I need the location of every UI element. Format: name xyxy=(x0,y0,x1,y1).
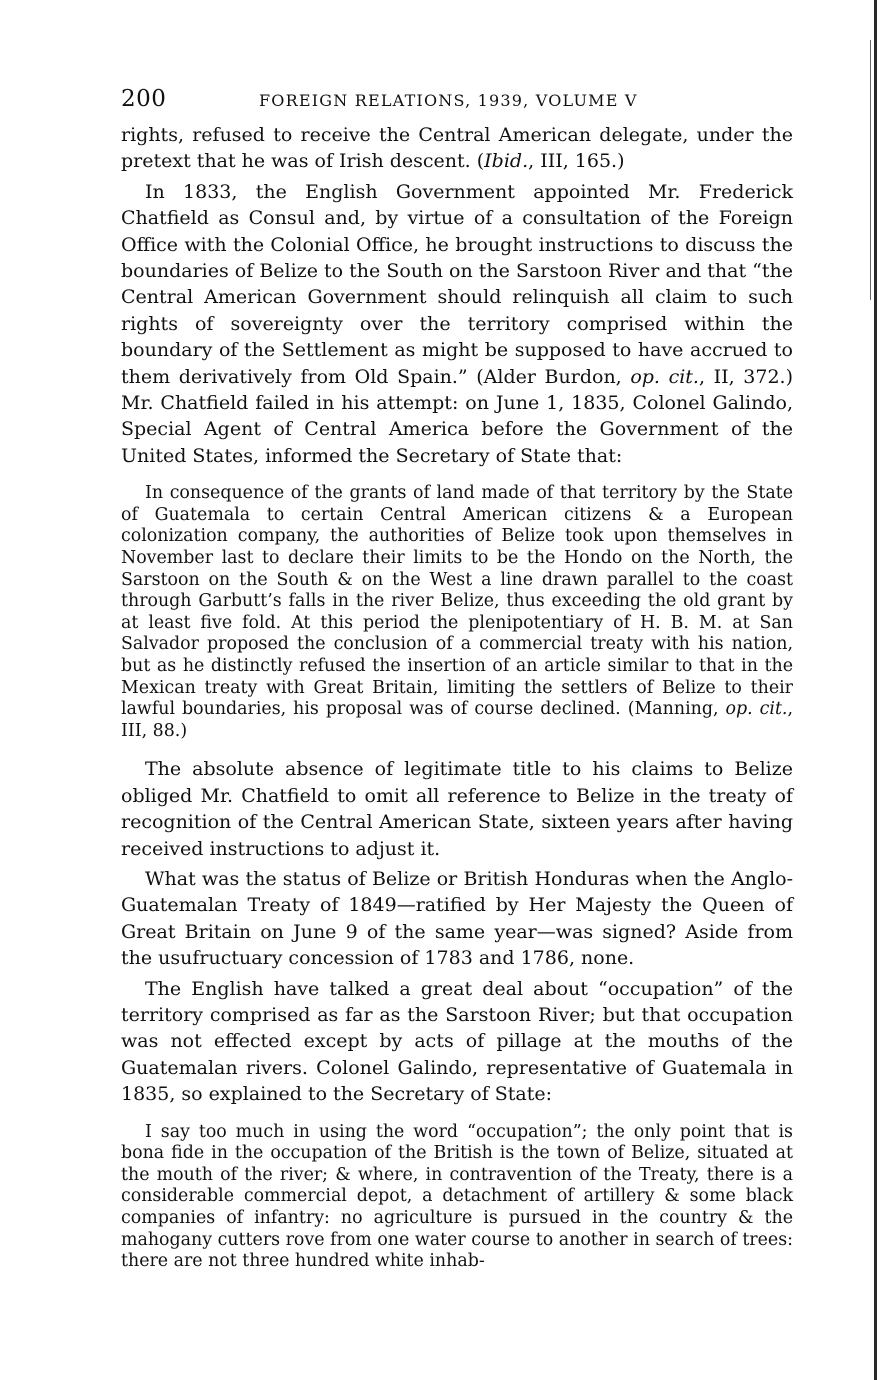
paragraph-1-citation: Ibid. xyxy=(484,150,529,173)
paragraph-1 xyxy=(121,122,793,175)
paragraph-2-citation: op. cit. xyxy=(630,365,699,388)
block-quote-1 xyxy=(121,483,793,742)
block-quote-1-text: In consequence of the grants of land made of that territory by the State of Guatemala to certain Central American citizens & a European colonization company, the authorities of Belize took upon themselves in November last to declare their limits to be the Hondo on the North, the Sarstoon on the South & on the West a line drawn parallel to the coast through Garbutt’s falls in the river Belize, thus exceeding the old grant by at least five fold. At this period the plenipotentiary of H. B. M. at San Salvador proposed the conclusion of a commercial treaty with his nation, but as he distinctly refused the insertion of an article similar to that in the Mexican treaty with Great Britain, limiting the settlers of Belize to their lawful boundaries, his proposal was of course declined. (Manning, xyxy=(121,483,793,720)
block-quote-2: I say too much in using the word “occupation”; the only point that is bona fide in the occupation of the British is the town of Belize, situated at the mouth of the river; & where, in contravention of the Treaty, there is a considerable commercial depot, a detachment of artillery & some black companies of infantry: no agriculture is pursued in the country & the mahogany cutters rove from one water course to another in search of trees: there are not three hundred white inhab- xyxy=(121,1121,793,1272)
body-text-continued xyxy=(121,756,793,1107)
block-quote-1-citation: op. cit. xyxy=(725,699,788,720)
paragraph-1-text: rights, refused to receive the Central American delegate, under the pretext that he was of Irish descent. ( xyxy=(121,124,793,173)
scan-edge-mark xyxy=(870,40,871,300)
document-page xyxy=(121,86,793,1287)
paragraph-2-text: In 1833, the English Government appointed Mr. Frederick Chatfield as Consul and, by virtue of a consultation of the Foreign Office with the Colonial Office, he brought instructions to discuss the boundaries of Belize to the South on the Sarstoon River and that “the Central American Government should relinquish all claim to such rights of sovereignty over the territory comprised within the boundary of the Settlement as might be supposed to have accrued to them derivatively from Old Spain.” (Alder Burdon, xyxy=(121,180,793,388)
body-text xyxy=(121,122,793,469)
running-head xyxy=(121,86,793,122)
paragraph-1-text-end: , III, 165.) xyxy=(528,150,625,173)
paragraph-2 xyxy=(121,179,793,469)
running-title: FOREIGN RELATIONS, 1939, VOLUME V xyxy=(259,91,638,110)
paragraph-3: The absolute absence of legitimate title to his claims to Belize obliged Mr. Chatfield to omit all reference to Belize in the treaty of recognition of the Central American State, sixteen years after having received instructions to adjust it. xyxy=(121,758,793,860)
block-quote-1-text-end: , III, 88.) xyxy=(121,699,793,741)
paragraph-5: The English have talked a great deal about “occupation” of the territory comprised as far as the Sarstoon River; but that occupation was not effected except by acts of pillage at the mouths of the Guatemalan rivers. Colonel Galindo, representative of Guatemala in 1835, so explained to the Secretary of State: xyxy=(121,977,793,1106)
page-number: 200 xyxy=(121,86,167,112)
paragraph-2-text-end: , II, 372.) Mr. Chatfield failed in his attempt: on June 1, 1835, Colonel Galindo, Special Agent of Central America before the Government of the United States, informed the Secretary of State that: xyxy=(121,365,793,467)
paragraph-4: What was the status of Belize or British Honduras when the Anglo-Guatemalan Treaty of 1849—ratified by Her Majesty the Queen of Great Britain on June 9 of the same year—was signed? Aside from the usufructuary concession of 1783 and 1786, none. xyxy=(121,868,793,970)
